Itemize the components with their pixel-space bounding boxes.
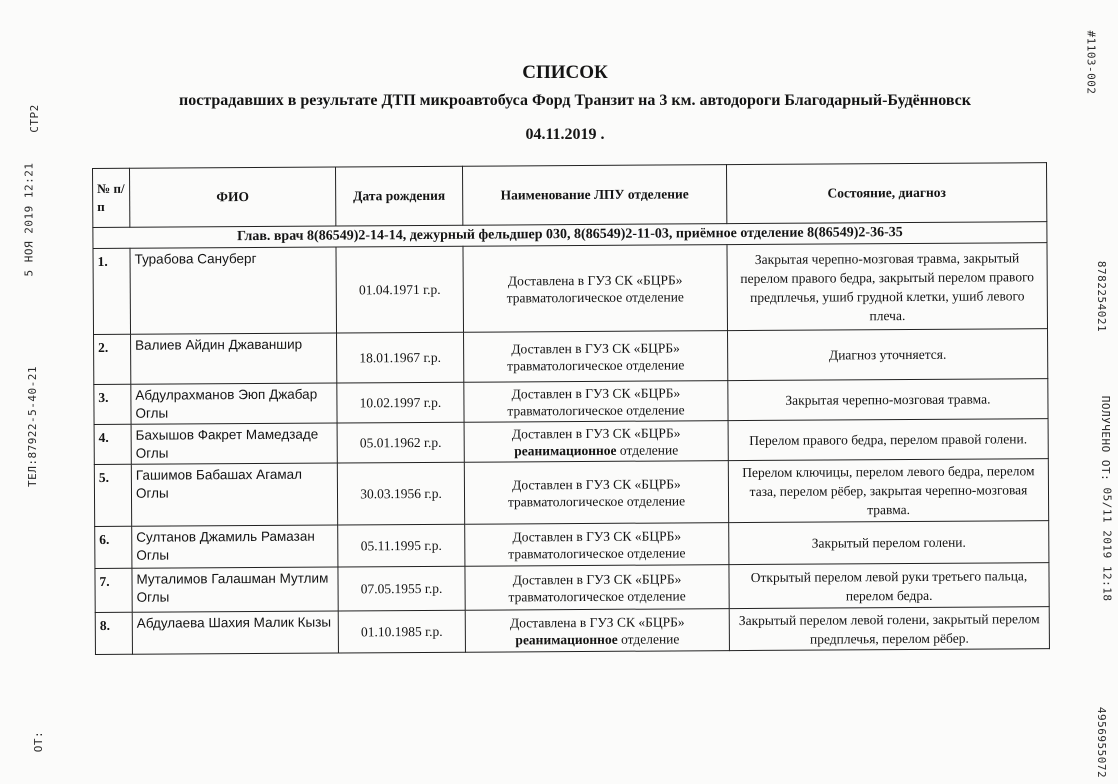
row-lpu	[464, 461, 728, 525]
row-num: 2.	[94, 334, 131, 384]
lpu-line-2-rest: отделение	[616, 441, 679, 458]
row-fio: Валиев Айдин Джаваншир	[131, 333, 337, 384]
fax-received-time: 05/11 2019 12:18	[1100, 487, 1114, 602]
lpu-line-1: Доставлена в ГУЗ СК «БЦРБ»	[509, 613, 685, 630]
lpu-line-1: Доставлена в ГУЗ СК «БЦРБ»	[507, 271, 683, 288]
table-row	[95, 563, 1049, 613]
row-dob: 05.11.1995 г.р.	[338, 524, 465, 567]
row-lpu	[465, 523, 729, 567]
col-dob-header: Дата рождения	[335, 166, 462, 226]
lpu-line-2-rest: отделение	[617, 630, 680, 647]
row-diagnosis: Закрытая черепно-мозговая травма.	[728, 379, 1048, 421]
doc-subheading: пострадавших в результате ДТП микроавтобуса Форд Транзит на 3 км. автодороги Благодарный-Будённовск	[179, 92, 971, 109]
row-diagnosis: Закрытая черепно-мозговая травма, закрытый перелом правого бедра, закрытый перелом правого предплечья, ушиб грудной клетки, ушиб левого плеча.	[727, 243, 1048, 331]
fax-sent-time: 5 НОЯ 2019 12:21	[22, 162, 36, 277]
row-fio: Гашимов Бабашах Агамал Оглы	[131, 463, 337, 526]
lpu-line-1: Доставлен в ГУЗ СК «БЦРБ»	[511, 339, 680, 356]
row-dob: 05.01.1962 г.р.	[337, 422, 464, 463]
lpu-ward-highlight: реанимационное	[514, 442, 617, 458]
row-fio: Абдулаева Шахия Малик Кызы	[132, 611, 338, 654]
doc-date: 04.11.2019 .	[525, 126, 605, 143]
row-dob: 01.10.1985 г.р.	[338, 610, 465, 653]
table-row	[94, 419, 1048, 465]
fax-from-label: ОТ:	[32, 730, 46, 753]
row-num: 8.	[95, 612, 132, 654]
row-num: 4.	[94, 424, 131, 464]
fax-page-label: СТР2	[27, 104, 41, 133]
row-num: 5.	[94, 464, 131, 526]
fax-receiver-phone: 8782254021	[1095, 260, 1109, 333]
lpu-line-1: Доставлен в ГУЗ СК «БЦРБ»	[512, 527, 682, 544]
row-dob: 30.03.1956 г.р.	[337, 462, 464, 525]
lpu-line-2: травматологическое отделение	[508, 587, 686, 604]
row-num: 6.	[95, 526, 132, 568]
row-fio: Абдулрахманов Эюп Джабар Оглы	[131, 383, 337, 424]
table-row	[95, 521, 1049, 569]
lpu-ward-highlight: реанимационное	[515, 631, 618, 647]
table-row	[94, 459, 1048, 527]
row-fio: Бахышов Факрет Мамедзаде Оглы	[131, 423, 337, 464]
lpu-line-2: травматологическое отделение	[508, 544, 686, 561]
row-diagnosis: Закрытый перелом голени.	[729, 521, 1049, 565]
col-fio-header: ФИО	[130, 167, 336, 227]
row-num: 7.	[95, 568, 132, 612]
row-dob: 10.02.1997 г.р.	[337, 382, 464, 423]
lpu-line-1: Доставлен в ГУЗ СК «БЦРБ»	[511, 384, 681, 401]
col-num-header: № п/п	[93, 168, 130, 227]
row-lpu	[464, 381, 728, 423]
lpu-line-2: травматологическое отделение	[506, 288, 684, 305]
row-diagnosis: Перелом ключицы, перелом левого бедра, перелом таза, перелом рёбер, закрытая черепно-мозговая травма.	[728, 459, 1048, 523]
row-lpu	[464, 421, 728, 463]
table-row	[95, 607, 1049, 655]
lpu-line-1: Доставлен в ГУЗ СК «БЦРБ»	[511, 424, 681, 441]
victims-table	[92, 162, 1050, 655]
row-dob: 01.04.1971 г.р.	[336, 246, 464, 333]
table-row	[94, 379, 1048, 425]
row-num: 1.	[93, 248, 131, 334]
fax-received-label: ПОЛУЧЕНО ОТ:	[1099, 395, 1113, 482]
col-diag-header: Состояние, диагноз	[726, 163, 1046, 224]
lpu-line-1: Доставлен в ГУЗ СК «БЦРБ»	[512, 570, 682, 587]
row-lpu	[465, 609, 729, 653]
row-diagnosis: Закрытый перелом левой голени, закрытый перелом предплечья, перелом рёбер.	[729, 607, 1049, 651]
contacts-cell: Глав. врач 8(86549)2-14-14, дежурный фельдшер 030, 8(86549)2-11-03, приёмное отделение 8(86549)2-36-35	[93, 222, 1047, 249]
row-num: 3.	[94, 384, 131, 424]
row-fio: Турабова Сануберг	[130, 247, 337, 334]
row-lpu	[464, 331, 728, 383]
fax-sender-tel: ТЕЛ:87922-5-40-21	[26, 365, 40, 488]
row-diagnosis: Перелом правого бедра, перелом правой голени.	[728, 419, 1048, 461]
table-row	[94, 329, 1048, 385]
doc-heading: СПИСОК	[522, 62, 608, 83]
col-lpu-header: Наименование ЛПУ отделение	[462, 165, 726, 226]
lpu-line-1: Доставлен в ГУЗ СК «БЦРБ»	[512, 475, 681, 492]
table-row	[93, 243, 1048, 335]
row-dob: 07.05.1955 г.р.	[338, 566, 465, 611]
fax-doc-id: #1103-002	[1084, 30, 1098, 95]
lpu-line-2: травматологическое отделение	[507, 401, 685, 418]
row-lpu	[465, 565, 729, 611]
lpu-line-2: травматологическое отделение	[507, 492, 686, 509]
row-fio: Муталимов Галашман Мутлим Оглы	[132, 567, 338, 612]
row-diagnosis: Открытый перелом левой руки третьего пальца, перелом бедра.	[729, 563, 1049, 609]
row-diagnosis: Диагноз уточняется.	[728, 329, 1048, 381]
fax-bottom-number: 4956955072	[1095, 706, 1109, 779]
row-dob: 18.01.1967 г.р.	[337, 332, 464, 383]
row-fio: Султанов Джамиль Рамазан Оглы	[132, 525, 338, 568]
row-lpu	[463, 245, 728, 333]
table-header-row	[93, 163, 1047, 228]
lpu-line-2: травматологическое отделение	[507, 356, 685, 373]
